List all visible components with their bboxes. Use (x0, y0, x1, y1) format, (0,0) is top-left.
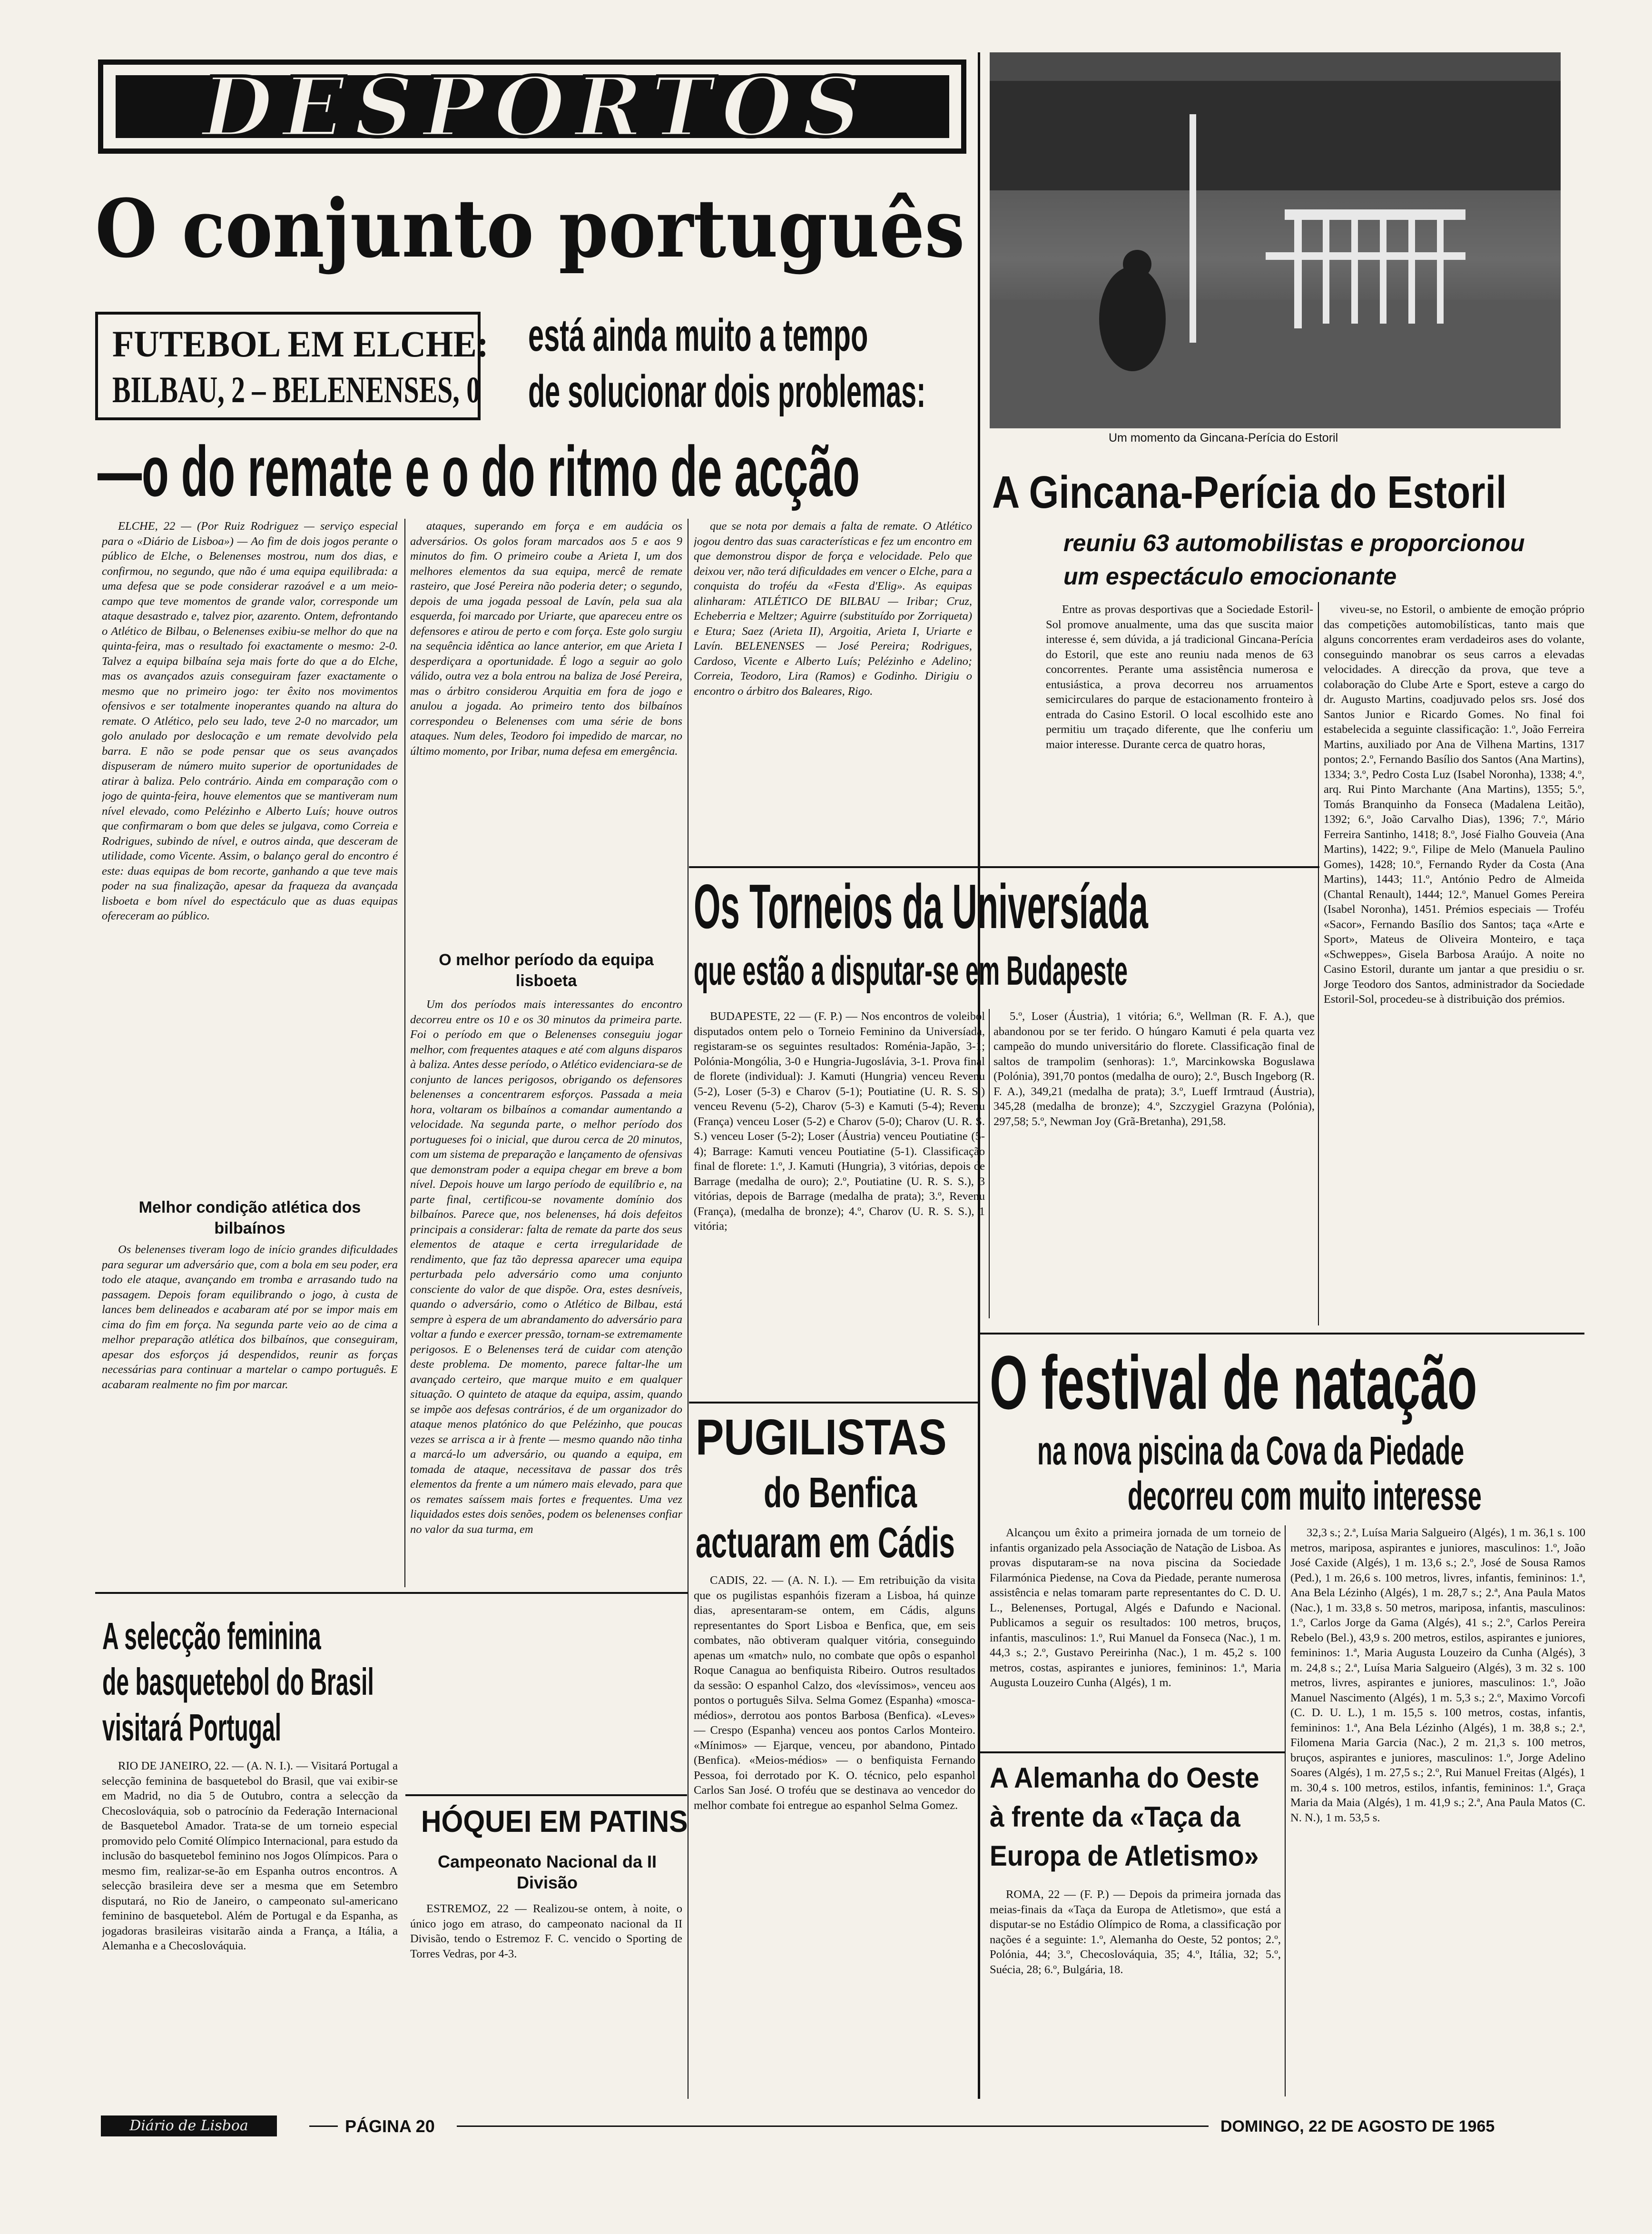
natacao-text: 32,3 s.; 2.ª, Luísa Maria Salgueiro (Algés), 1 m. 36,1 s. 100 metros, mariposa, aspirantes e juniores, masculinos: 1.º, João José Caxide (Algés), 1 m. 13,6 s.; 2.º, José de Sousa Ramos (Ped.), 1 m. 26,6 s. 100 metros, livres, infantis, femininos: 1.ª, Ana Bela Lézinho (Algés), 1 m. 28,7 s.; 2.ª, Ana Paula Matos (Nac.), 1 m. 33,8 s. 50 metros, mariposa, infantis, masculinos: 1.º, Carlos Jorge da Gama (Algés), 41 s.; 2.º, Carlos Pereira Rebelo (Bel.), 43,9 s. 200 metros, estilos, aspirantes e juniores, femininos: 1.ª, Maria Augusta Louzeiro da Cunha (Algés), 3 m. 24,8 s.; 2.ª, Luísa Maria Salgueiro (Algés), 3 m. 32 s. 100 metros, livres, aspirantes e juniores, masculinos: 1.º, João Manuel Nascimento (Algés), 1 m. 5,3 s.; 2.º, Maximo Vorcofi (C. D. U. L.), 1 m. 15,5 s. 100 metros, costas, infantis, femininos: 1.ª, Ana Bela Lézinho (Algés), 1 m. 38,8 s.; 2.ª, Filomena Maria Garcia (Nac.), 2 m. 21,3 s. 100 metros, bruços, aspirantes e juniores, masculinos: 1.º, Jorge Adelino Soares (Algés), 1 m. 27,5 s.; 2.º, Rui Manuel Freitas (Algés), 1 m. 30,4 s. 100 metros, estilos, infantis, femininos: 1.ª, Graça Maria da Maia (Algés), 1 m. 41,9 s.; 2.ª, Ana Paula Matos (C. N. N.), 1 m. 53,5 s. (1290, 1526, 1585, 1824)
hoquei-headline: HÓQUEI EM PATINS (421, 1804, 688, 1839)
footer-logo: Diário de Lisboa (101, 2115, 277, 2136)
universiada-article-col1 (694, 1009, 985, 1394)
universiada-deck: que estão a disputar-se em Budapeste (694, 948, 1128, 994)
gincana-caption: Um momento da Gincana-Perícia do Estoril (1109, 431, 1338, 445)
divider-universiada-top (689, 866, 1319, 868)
futebol-box-line2: BILBAU, 2 – BELENENSES, 0 (112, 369, 481, 410)
gincana-text: Entre as provas desportivas que a Sociedade Estoril-Sol promove anualmente, uma das que suscita maior interesse é, sem dúvida, a já tradicional Gincana-Perícia do Estoril, que este ano reuniu nada menos de 63 concorrentes. Perante uma assistência numerosa e entusiástica, a prova decorreu nos arruamentos semicirculares do parque de estacionamento fronteiro à entrada do Casino Estoril. O local escolhido este ano permitiu um traçado diferente, que lhe conferiu um maior interesse. Durante cerca de quatro horas, (1046, 603, 1313, 751)
divider-alemanha-top (980, 1751, 1285, 1753)
natacao-deck-line2: decorreu com muito interesse (1128, 1473, 1482, 1518)
basquete-headline-1: A selecção feminina (102, 1615, 321, 1657)
pugilistas-headline-1: PUGILISTAS (696, 1409, 947, 1465)
gincana-text: viveu-se, no Estoril, o ambiente de emoção próprio das competições automobilísticas, tanto mais que alguns concorrentes eram verdadeiros ases do volante, conseguindo manobrar os seus carros a elevadas velocidades. A direcção da prova, que teve a colaboração do Clube Arte e Sport, esteve a cargo do dr. Augusto Martins, coadjuvado pelos srs. José dos Santos Junior e Ricardo Gomes. No final foi estabelecida a seguinte classificação: 1.º, João Ferreira Martins, auxiliado por Ana de Vilhena Martins, 1317 pontos; 2.º, Fernando Basílio dos Santos (Ana Martins), 1334; 3.º, Pedro Costa Luz (Isabel Noronha), 1338; 4.º, arq. Rui Pinto Marchante (Ana Martins), 1355; 5.º, Tomás Branquinho da Fonseca (Madalena Leitão), 1392; 6.º, João Carvalho Dias), 1396; 7.º, Mário Ferreira Santinho, 1418; 8.º, José Fialho Gouveia (Ana Martins), 1422; 9.º, Filipe de Melo (Manuela Paulino Gomes), 1428; 10.º, Fernando Ryder da Costa (Ana Martins), 1443; 11.º, António Pedro de Almeida (Chantal Renault), 1444; 12.º, Manuel Gomes Pereira (Isabel Noronha), 1451. Prémios especiais — Troféu «Sacor», Fernando Basílio dos Santos; taça «Arte e Sport», Mateus de Oliveira Monteiro, e taça «Schweppes», Gisela Barbosa Araújo. A noite no Casino Estoril, durante um jantar a que presidiu o sr. Jorge Teodoro dos Santos, administrador da Sociedade Estoril-Sol, procedeu-se à distribuição dos prémios. (1324, 603, 1584, 1006)
alemanha-headline-3: Europa de Atletismo» (990, 1840, 1259, 1872)
universiada-headline: Os Torneios da Universíada (694, 871, 1148, 941)
futebol-box (95, 312, 489, 420)
pugilistas-headline-3: actuaram em Cádis (696, 1519, 955, 1567)
lead-sub-headline: —o do remate e o do ritmo de acção (98, 431, 860, 511)
lead-article-text: que se nota por demais a falta de remate. O Atlético jogou dentro das suas características e fez um encontro em que demonstrou dispor de força e velocidade. Pelo que deixou ver, não terá dificuldades em vencer o Elche, para a conquista do troféu da «Festa d'Elig». As equipas alinharam: ATLÉTICO DE BILBAU — Iribar; Cruz, Echeberria e Meltzer; Aguirre (substituído por Zorriqueta) e Etura; Saez (Arieta II), Argoitia, Arieta I, Uriarte e Lavín. BELENENSES — José Pereira; Rodrigues, Cardoso, Vicente e Alberto Luís; Pelézinho e Adelino; Correia, Teodoro, Lira (Ramos) e Godinho. Dirigiu o encontro o árbitro dos Baleares, Rigo. (694, 520, 972, 698)
lead-deck-line2: de solucionar dois problemas: (528, 366, 926, 417)
lead-article-col3 (694, 519, 972, 861)
hoquei-subhead: Campeonato Nacional da II Divisão (437, 1852, 657, 1892)
photo-barrier-post (1408, 214, 1415, 324)
pugilistas-headline-2: do Benfica (764, 1469, 917, 1517)
lead-article-text: Um dos períodos mais interessantes do encontro decorreu entre os 10 e os 30 minutos da primeira parte. Foi o período em que o Belenenses conseguiu jogar melhor, com frequentes ataques e até com alguns disparos à baliza. Antes desse período, o Atlético evidenciara-se de conjunto de lances perigosos, obrigando os defensores belenenses a concentrarem esforços. Passada a meia hora, voltaram os bilbaínos a comandar aumentando a velocidade. Na segunda parte, o melhor período dos portugueses foi o inicial, que durou cerca de 20 minutos, com um sistema de preparação e lançamento de ofensivas que demonstram poder a equipa chegar em breve a bom nível. Depois houve um largo período de equilíbrio e, na parte final, certificou-se novamente domínio dos bilbaínos. Parece que, nos belenenses, há dois defeitos principais a considerar: falta de remate da parte dos seus elementos de ataque e certa irregularidade de rendimento, que faz tão depressa aparecer uma equipa perturbada pelo adversário como uma conjunto consciente do valor de que dispõe. Ora, estes desníveis, quando o adversário, como o Atlético de Bilbau, está sempre à espera de um abrandamento do adversário para voltar a fundo e exercer pressão, tornam-se extremamente perigosos. E o Belenenses terá de cuidar com atenção deste problema. De momento, parece faltar-lhe um avançado certeiro, que marque muito e em qualquer situação. O quinteto de ataque da equipa, assim, quando se impõe aos defesas contrários, é de um organizador do ataque menos platónico do que Pelézinho, que poucas vezes se arrisca a ir à frente — mesmo quando não tinha a marcá-lo um adversário, ou quando a equipa, em tomada de ataque, necessitava de passar dos três elementos da frente a um número mais elevado, para que os remates saíssem mais fortes e frequentes. Uma vez liquidados estes dois senões, podem os belenenses confiar no valor da sua turma, em (410, 998, 682, 1536)
hoquei-article (410, 1901, 682, 2096)
alemanha-headline-2: à frente da «Taça da (990, 1801, 1240, 1833)
gincana-photo (990, 52, 1561, 428)
alemanha-article (990, 1887, 1281, 2096)
masthead-title: DESPORTOS (202, 59, 871, 155)
photo-barrier-post (1351, 214, 1358, 324)
photo-post (1190, 114, 1196, 343)
lead-article-col1 (102, 519, 398, 1195)
divider-natacao-top (980, 1333, 1584, 1334)
divider-gincana (1318, 602, 1319, 1325)
lead-deck-line1: está ainda muito a tempo (528, 310, 868, 361)
gincana-headline: A Gincana-Perícia do Estoril (992, 467, 1507, 518)
alemanha-text: ROMA, 22 — (F. P.) — Depois da primeira jornada das meias-finais da «Taça da Europa de Atletismo», que está a disputar-se no Estádio Olímpico de Roma, a classificação por nações é a seguinte: 1.º, Alemanha do Oeste, 52 pontos; 2.º, Polónia, 44; 3.º, Checoslováquia, 35; 4.º, Itália, 32; 5.º, Suécia, 28; 6.º, Bulgária, 18. (990, 1888, 1281, 1976)
gincana-deck-line1: reuniu 63 automobilistas e proporcionou (1063, 530, 1525, 556)
universiada-article-col2 (993, 1009, 1315, 1318)
gincana-deck-line2: um espectáculo emocionante (1063, 563, 1397, 590)
basquete-headline-3: visitará Portugal (102, 1706, 282, 1749)
pugilistas-text: CADIS, 22. — (A. N. I.). — Em retribuição da visita que os pugilistas espanhóis fizeram a Lisboa, há quinze dias, apresentaram-se ontem, em Cádis, alguns representantes do Sport Lisboa e Benfica, que, em seis combates, não obtiveram qualquer vitória, conseguindo apenas um «match» nulo, no combate que opôs o espanhol Roque Canagua ao benfiquista Ribeiro. Outros resultados da sessão: O espanhol Calzo, dos «levíssimos», venceu aos pontos o português Silva. Selma Gomez (Espanha) «mosca-médios», derrotou aos pontos Barbosa (Benfica). «Leves» — Crespo (Espanha) venceu aos pontos Carlos Monteiro. «Mínimos» — Ejarque, venceu, por abandono, Pintado (Benfica). «Meios-médios» — o benfiquista Fernando Pessoa, foi derrotado por K. O. técnico, pelo espanhol Carlos San José. O troféu que se destinava ao vencedor do melhor combate foi entregue ao espanhol Selma Gomez. (694, 1574, 975, 1812)
photo-barrier-post (1294, 209, 1302, 328)
lead-article-text: ataques, superando em força e em audácia os adversários. Os golos foram marcados aos 5 e aos 9 minutos do fim. O primeiro coube a Arieta I, um dos melhores elementos da sua equipa, mercê de remate rasteiro, que José Pereira não poderia deter; o segundo, depois de uma jogada pessoal de Lavín, pela sua ala esquerda, foi marcado por Uriarte, que apareceu entre os defensores e atirou de perto e com força. Este golo surgiu na sequência idêntica ao lance anterior, em que Arieta I desperdiçara a oportunidade. É logo a seguir ao golo válido, outra vez a bola entrou na baliza de José Pereira, mas o árbitro considerou Arquitia em fora de jogo e anulou a jogada. Ao primeiro tento dos bilbaínos correspondeu o Belenenses com uma série de bons ataques. Num deles, Teodoro foi impedido de marcar, no último momento, por Iribar, numa defesa em emergência. (410, 520, 682, 758)
hoquei-text: ESTREMOZ, 22 — Realizou-se ontem, à noite, o único jogo em atraso, do campeonato nacional da II Divisão, tendo o Estremoz F. C. vencido o Sporting de Torres Vedras, por 4-3. (410, 1902, 682, 1960)
footer-rule-center (457, 2125, 1209, 2127)
divider-col-1 (404, 519, 405, 1587)
basquete-headline-2: de basquetebol do Brasil (102, 1661, 374, 1703)
lead-article-col1b (102, 1242, 398, 1587)
alemanha-headline-1: A Alemanha do Oeste (990, 1762, 1259, 1794)
futebol-box-line1: FUTEBOL EM ELCHE: (112, 323, 489, 365)
universiada-text: 5.º, Loser (Áustria), 1 vitória; 6.º, Wellman (R. F. A.), que abandonou por se ter ferido. O húngaro Kamuti é pela quarta vez campeão do mundo universitário do florete. Classificação final de saltos de trampolim (senhoras): 1.º, Marcinkowska Boguslawa (Polónia), 391,70 pontos (medalha de ouro); 2.º, Busch Ingeborg (R. F. A.), 349,21 (medalha de prata); 3.º, Lueff Irmtraud (Áustria), 345,28 (medalha de bronze); 4.º, Szczygiel Grazyna (Polónia), 297,58; 5.º, Newman Joy (Grã-Bretanha), 291,58. (993, 1010, 1315, 1128)
universiada-text: BUDAPESTE, 22 — (F. P.) — Nos encontros de voleibol disputados ontem pelo o Torneio Feminino da Universíada, registaram-se os seguintes resultados: Roménia-Japão, 3-1; Polónia-Mongólia, 3-0 e Hungria-Jugoslávia, 3-1. Prova final de florete (individual): J. Kamuti (Hungria) venceu Revenu (5-2), Loser (5-3) e Charov (5-1); Poutiatine (U. R. S. S.) venceu Revenu (5-2), Charov (5-3) e Kamuti (5-4); Revenu (França) venceu Loser (5-2) e Charov (5-0); Charov (U. R. S. S.) venceu Loser (5-2); Loser (Áustria) venceu Poutiatine (5-4); Barrage: Kamuti venceu Poutiatine (5-1). Classificação final de florete: 1.º, J. Kamuti (Hungria), 3 vitórias, depois de Barrage (medalha de ouro); 2.º, Poutiatine (U. R. S. S.), 3 vitórias, depois de Barrage (medalha de prata); 3.º, Revenu (França), (medalha de bronze); 4.º, Charov (U. R. S. S.), 1 vitória; (694, 1010, 985, 1233)
photo-trees (990, 81, 1561, 190)
natacao-article-col1 (990, 1525, 1281, 1754)
masthead-box (98, 59, 966, 154)
photo-barrier-post (1380, 214, 1386, 324)
natacao-article-col2 (1290, 1525, 1585, 2096)
lead-article-text: ELCHE, 22 — (Por Ruiz Rodriguez — serviço especial para o «Diário de Lisboa») — Ao fim de dois jogos perante o público de Elche, o Belenenses mostrou, num dos dias, e confirmou, no segundo, que não é uma equipa equilibrada: a uma defesa que se pode considerar razoável e a um meio-campo que teve momentos de grande valor, corresponde um ataque desastrado e, talvez pior, azarento. Ontem, defrontando o Atlético de Bilbau, o Belenenses exibiu-se melhor do que na quinta-feira, mas o resultado foi exactamente o mesmo: 2-0. Talvez a equipa bilbaína seja mais forte do que a do Elche, mas os avançados azuis conseguiram fazer exactamente o mesmo que no primeiro jogo: ter êxito nos movimentos ofensivos e ser totalmente inoperantes quando na altura do remate. O Atlético, pelo seu lado, teve 2-0 no marcador, um golo anulado por deslocação e um remate devolvido pela barra. E não se pode pensar que os seus avançados dispuseram de número muito superior de oportunidades de atirar à baliza. Pelo contrário. Ainda em comparação com o jogo de quinta-feira, houve elementos que se mantiveram num nível elevado, como Pelézinho e Alberto Luís; houve outros que confirmaram o bom que deles se julgava, como Correia e Rodrigues, subindo de nível, e outros ainda, que desceram de utilidade, como Vicente. Assim, o balanço geral do encontro é este: duas equipas de bom recorte, ganhando a que teve mais poder na sua finalização, apesar da fraqueza da avançada lisboeta e bom nível do espectáculo que as duas equipas ofereceram ao público. (102, 520, 398, 922)
natacao-deck-line1: na nova piscina da Cova da Piedade (1037, 1428, 1465, 1473)
gincana-article-col1 (1046, 602, 1313, 864)
photo-barrier-post (1323, 214, 1329, 324)
basquete-text: RIO DE JANEIRO, 22. — (A. N. I.). — Visitará Portugal a selecção feminina de basquetebol do Brasil, que vai exibir-se em Madrid, no dia 5 de Outubro, contra a selecção da Checoslováquia, sob o patrocínio da Federação Internacional de Basquetebol Amador. Trata-se de um torneio especial promovido pelo Comité Olímpico Internacional, para estudo da inclusão do basquetebol feminino nos Jogos Olímpicos. Para o mesmo fim, realizar-se-ão em Espanha outros encontros. A selecção brasileira deve ser a mesma que em Setembro disputará, no Rio de Janeiro, o campeonato sul-americano feminino de basquetebol. Além de Portugal e da Espanha, as jogadoras brasileiras visitarão ainda a França, a Itália, a Alemanha e a Checoslováquia. (102, 1760, 398, 1952)
lead-article-col2b (410, 997, 682, 1787)
lead-headline: O conjunto português (95, 181, 965, 276)
natacao-headline: O festival de natação (990, 1340, 1477, 1425)
lead-article-text: Os belenenses tiveram logo de início grandes dificuldades para segurar um adversário que, com a bola em seu poder, era todo ele ataque, avançando em tromba e arrasando tudo na passagem. Depois foram equilibrando o jogo, à custa de lances bem delineados e acabaram até por se impor mais em cima do fim em força. Na segunda parte veio ao de cima a melhor preparação atlética dos bilbaínos, que conseguiram, apesar dos esforços já despendidos, reunir as forças necessárias para continuar a martelar o campo português. E acabaram realmente no fim por marcar. (102, 1243, 398, 1391)
photo-person-head (1123, 250, 1151, 278)
divider-hoquei-top (405, 1794, 687, 1796)
divider-pugilistas-top (689, 1402, 980, 1404)
photo-ground (990, 300, 1561, 428)
gincana-article-col2 (1324, 602, 1584, 1325)
lead-col2-subhead: O melhor período da equipa lisboeta (439, 951, 654, 990)
photo-person (1099, 267, 1166, 371)
footer-rule-left (309, 2125, 338, 2127)
basquete-article (102, 1759, 398, 2096)
pugilistas-article (694, 1573, 975, 2096)
lead-col1-subhead: Melhor condição atlética dos bilbaínos (138, 1198, 361, 1237)
footer-page-number: PÁGINA 20 (345, 2116, 435, 2136)
natacao-text: Alcançou um êxito a primeira jornada de um torneio de infantis organizado pela Associação de Natação de Lisboa. As provas disputaram-se na nova piscina da Sociedade Filarmónica Piedense, na Cova da Piedade, perante numerosa assistência e nelas tomaram parte representantes do C. D. U. L., Belenenses, Portugal, Algés e Dafundo e Nacional. Publicamos a seguir os resultados: 100 metros, bruços, infantis, masculinos: 1.º, Rui Manuel da Fonseca (Nac.), 1 m. 44,3 s.; 2.º, Gustavo Pereirinha (Nac.), 1 m. 45,2 s. 100 metros, costas, aspirantes e juniores, femininos: 1.ª, Maria Augusta Louzeiro Cunha (Algés), 1 m. (990, 1526, 1281, 1689)
divider-universiada (989, 1009, 990, 1318)
divider-natacao (1285, 1525, 1286, 2096)
lead-article-col2 (410, 519, 682, 888)
photo-barrier-post (1437, 214, 1444, 324)
footer-date: DOMINGO, 22 DE AGOSTO DE 1965 (1220, 2117, 1495, 2135)
gincana-photo-svg (990, 52, 1561, 428)
